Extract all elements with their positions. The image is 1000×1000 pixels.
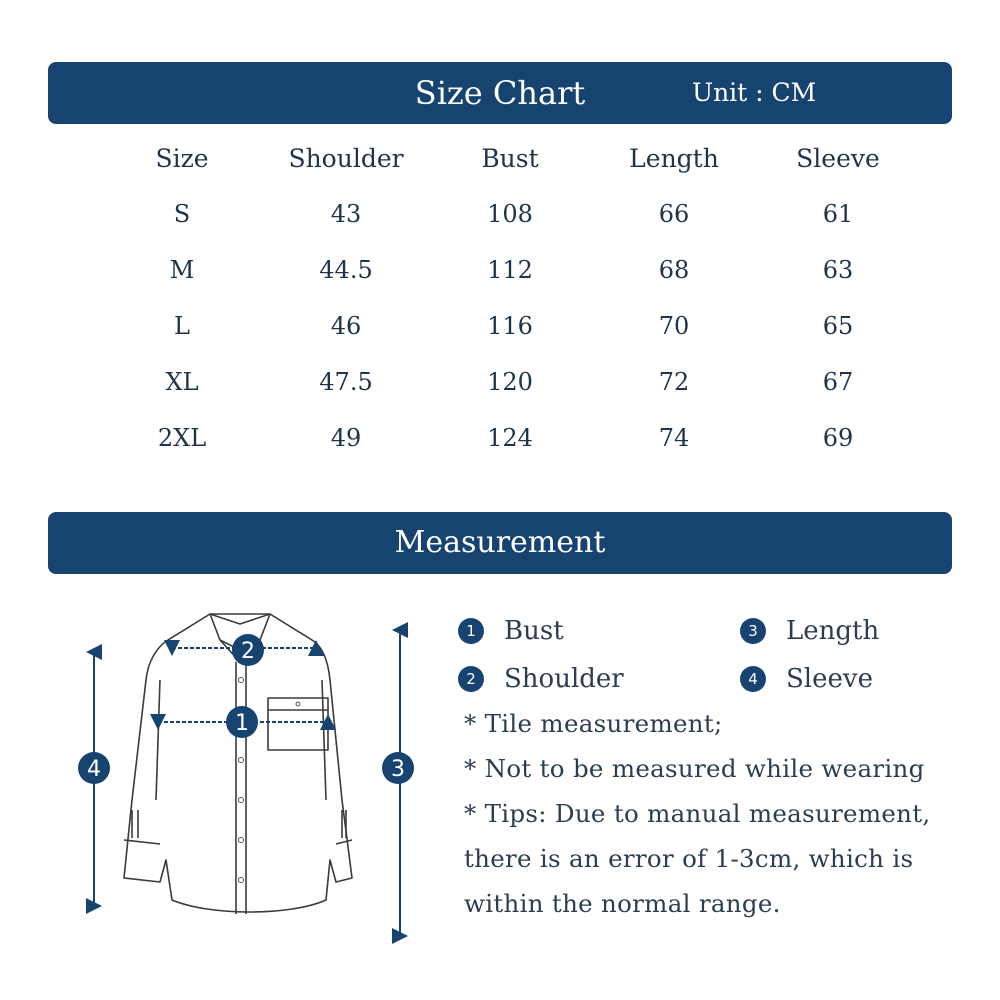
table-row <box>100 186 920 242</box>
note-line: * Not to be measured while wearing <box>464 754 925 783</box>
cell-length: 68 <box>658 256 690 284</box>
cell-length: 70 <box>658 312 690 340</box>
cell-size: S <box>173 200 191 228</box>
marker-4-icon <box>78 752 110 784</box>
number-1-icon: 1 <box>458 618 484 644</box>
cell-sleeve: 65 <box>822 312 854 340</box>
cell-bust: 124 <box>487 424 533 452</box>
marker-3-label: 3 <box>391 757 405 782</box>
cell-size: 2XL <box>157 424 207 452</box>
marker-2-icon <box>232 634 264 666</box>
measurement-header <box>48 512 952 574</box>
legend-item-length <box>740 615 879 645</box>
column-header-bust: Bust <box>481 143 539 173</box>
cell-length: 72 <box>658 368 690 396</box>
cell-shoulder: 44.5 <box>319 256 373 284</box>
column-header-length: Length <box>629 143 719 173</box>
cell-bust: 116 <box>487 312 533 340</box>
cell-sleeve: 69 <box>822 424 854 452</box>
column-header-sleeve: Sleeve <box>796 143 880 173</box>
cell-length: 66 <box>658 200 690 228</box>
cell-bust: 112 <box>487 256 533 284</box>
note-line: * Tips: Due to manual measurement, <box>464 799 931 828</box>
cell-sleeve: 67 <box>822 368 854 396</box>
column-header-size: Size <box>155 143 209 173</box>
marker-1-label: 1 <box>235 711 249 736</box>
cell-length: 74 <box>658 424 690 452</box>
table-header-row <box>100 130 920 186</box>
legend-item-shoulder <box>458 663 624 693</box>
marker-1-icon <box>226 706 258 738</box>
size-chart-header <box>48 62 952 124</box>
cell-bust: 108 <box>487 200 533 228</box>
table-row <box>100 354 920 410</box>
column-header-shoulder: Shoulder <box>288 143 404 173</box>
cell-shoulder: 43 <box>330 200 362 228</box>
measurement-title: Measurement <box>394 525 606 560</box>
marker-2-label: 2 <box>241 639 255 664</box>
table-row <box>100 242 920 298</box>
note-line: there is an error of 1-3cm, which is <box>464 844 914 873</box>
cell-sleeve: 63 <box>822 256 854 284</box>
cell-size: M <box>169 256 195 284</box>
size-table <box>100 130 920 466</box>
cell-sleeve: 61 <box>822 200 854 228</box>
legend-item-sleeve <box>740 663 873 693</box>
cell-size: XL <box>165 368 199 396</box>
table-row <box>100 410 920 466</box>
legend-item-bust <box>458 615 564 645</box>
legend-label: Length <box>786 616 880 646</box>
number-3-icon: 3 <box>740 618 766 644</box>
unit-label: Unit : CM <box>692 78 817 107</box>
number-4-icon: 4 <box>740 666 766 692</box>
legend-label: Bust <box>504 616 564 646</box>
cell-shoulder: 49 <box>330 424 362 452</box>
marker-4-label: 4 <box>87 757 101 782</box>
shirt-diagram <box>60 600 430 950</box>
marker-3-icon <box>382 752 414 784</box>
cell-shoulder: 47.5 <box>319 368 373 396</box>
size-chart-title: Size Chart <box>414 74 586 112</box>
cell-bust: 120 <box>487 368 533 396</box>
legend-label: Sleeve <box>786 664 873 694</box>
note-line: within the normal range. <box>464 889 781 918</box>
table-row <box>100 298 920 354</box>
legend-label: Shoulder <box>504 664 624 694</box>
number-2-icon: 2 <box>458 666 484 692</box>
cell-shoulder: 46 <box>330 312 362 340</box>
note-line: * Tile measurement; <box>464 709 723 738</box>
cell-size: L <box>174 312 190 340</box>
